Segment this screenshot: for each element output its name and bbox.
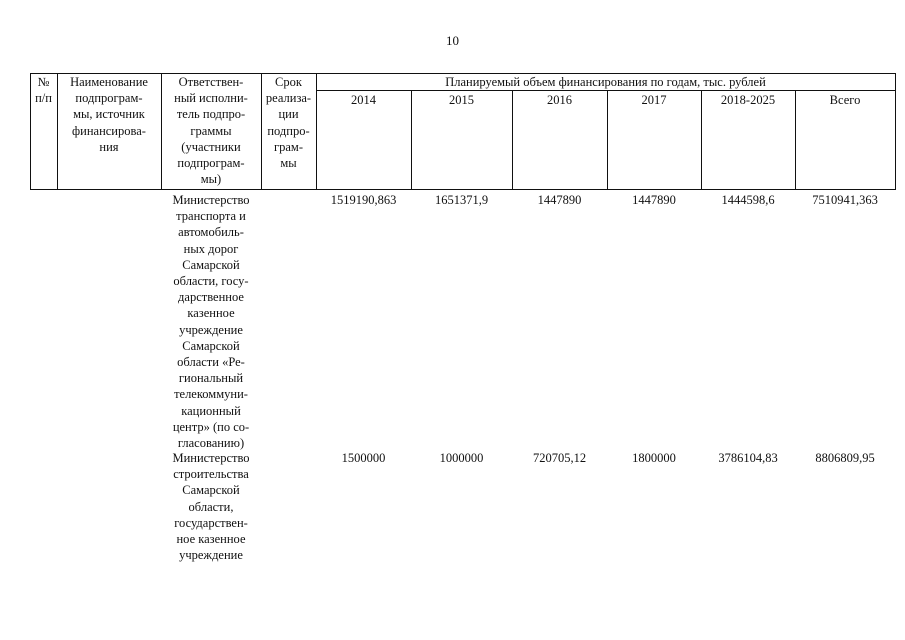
- page-number: 10: [446, 33, 459, 48]
- row-value: 1447890: [632, 193, 676, 207]
- header-year: 2014: [351, 93, 376, 107]
- header-year: 2015: [449, 93, 474, 107]
- row-value: 1500000: [341, 451, 386, 465]
- row-executor: Министерство строительства Самарской области, государствен- ное казенное учреждение: [172, 451, 250, 563]
- header-year: Всего: [829, 93, 861, 107]
- header-year: 2018-2025: [720, 93, 776, 107]
- row-value: 7510941,363: [812, 193, 878, 207]
- header-subprogram-name: Наименование подпрограм- мы, источник финансирова- ния: [70, 75, 148, 154]
- row-executor: Министерство транспорта и автомобиль- ных дорог Самарской области, госу- дарственное казенное учреждение Самарской области «Ре- гиональный телекоммуни- кационный центр» (по со- гласованию): [172, 193, 250, 451]
- row-value: 1000000: [439, 451, 484, 465]
- row-value: 3786104,83: [718, 451, 778, 465]
- col-border: [316, 73, 317, 190]
- header-period: Срок реализа- ции подпро- грам- мы: [265, 75, 312, 171]
- row-value: 8806809,95: [815, 451, 875, 465]
- header-executor: Ответствен- ный исполни- тель подпро- граммы (участники подпрограм- мы): [174, 75, 248, 187]
- row-value: 1447890: [537, 193, 582, 207]
- header-bottom-border: [30, 189, 895, 190]
- header-year: 2017: [641, 93, 667, 107]
- header-year: 2016: [547, 93, 572, 107]
- row-value: 1519190,863: [330, 193, 397, 207]
- row-value: 1651371,9: [434, 193, 489, 207]
- row-value: 1444598,6: [721, 193, 775, 207]
- header-funding-title: Планируемый объем финансирования по годам, тыс. рублей: [445, 75, 766, 89]
- row-value: 1800000: [632, 451, 676, 465]
- header-number: № п/п: [35, 75, 52, 106]
- row-value: 720705,12: [532, 451, 587, 465]
- col-border: [895, 73, 896, 190]
